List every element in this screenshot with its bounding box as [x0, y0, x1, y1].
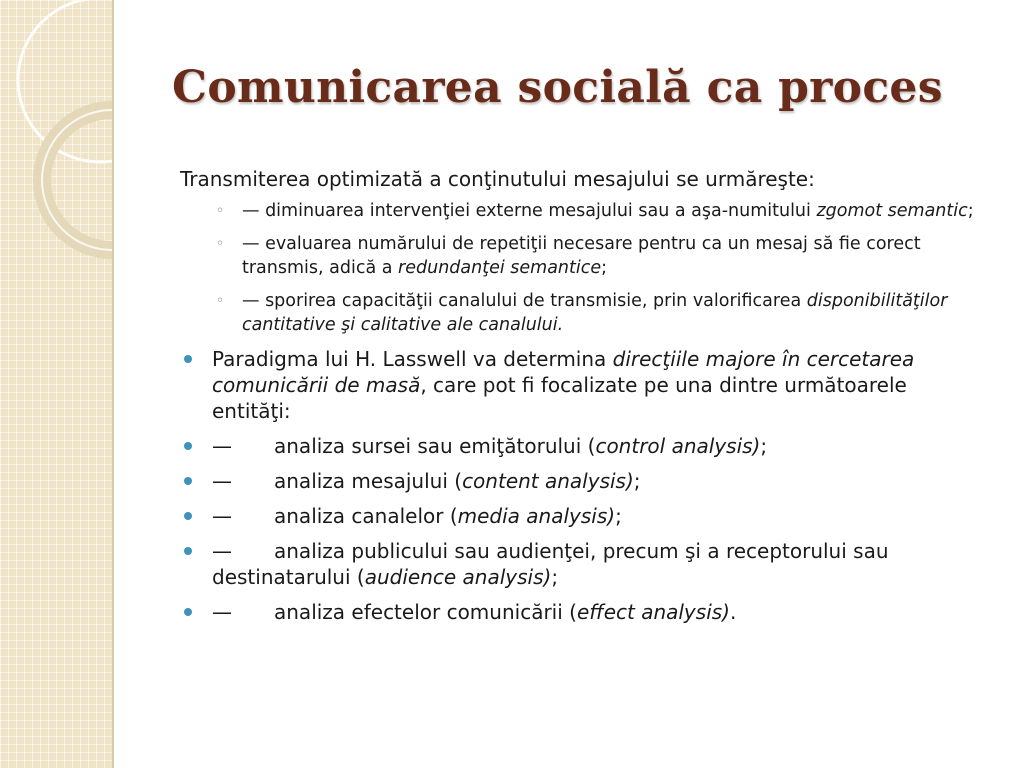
paradigm-item — [180, 346, 990, 424]
item-emphasis: disponibilităţilor cantitative şi calitative ale canalului. — [242, 291, 948, 335]
item-dash: — — [212, 504, 232, 528]
item-suffix: ; — [760, 434, 768, 458]
item-suffix: ; — [551, 565, 559, 589]
bullet-dot-icon — [184, 547, 192, 555]
main-list — [180, 346, 990, 625]
bullet-dot-icon — [184, 512, 192, 520]
analysis-item — [180, 538, 990, 590]
bullet-dot-icon — [184, 442, 192, 450]
side-band-edge — [112, 0, 114, 768]
item-emphasis: control analysis) — [595, 434, 761, 458]
decorative-side-band — [0, 0, 112, 768]
deco-ring-thick — [42, 110, 112, 250]
item-emphasis: redundanţei semantice — [398, 258, 602, 278]
item-text: — evaluarea numărului de repetiţii necesare pentru ca un mesaj să fie corect transmis, adică a — [242, 234, 921, 278]
circle-bullet-icon: ◦ — [216, 203, 225, 219]
item-text: — diminuarea intervenţiei externe mesajului sau a aşa-numitului — [242, 201, 817, 221]
item-text: analiza mesajului ( — [274, 469, 463, 493]
sub-list — [180, 199, 990, 337]
item-emphasis: effect analysis) — [576, 600, 730, 624]
analysis-item — [180, 468, 990, 494]
item-suffix: . — [729, 600, 737, 624]
item-emphasis: zgomot semantic — [816, 201, 968, 221]
item-dash: — — [212, 469, 232, 493]
item-text: analiza canalelor ( — [274, 504, 458, 528]
item-emphasis: content analysis) — [462, 469, 634, 493]
bullet-dot-icon — [184, 355, 192, 363]
item-suffix: ; — [615, 504, 622, 528]
item-suffix: , care pot fi focalizate pe una dintre următoarele entităţi: — [212, 373, 907, 423]
item-text: analiza publicului sau audienţei, precum şi a receptorului sau destinatarului ( — [212, 539, 889, 589]
item-dash: — — [212, 539, 232, 563]
circle-bullet-icon: ◦ — [216, 293, 225, 309]
sub-list-item — [180, 289, 990, 337]
item-dash: — — [212, 434, 232, 458]
analysis-item — [180, 433, 990, 459]
item-emphasis: audience analysis) — [364, 565, 552, 589]
item-dash: — — [212, 600, 232, 624]
intro-text: Transmiterea optimizată a conţinutului mesajului se urmăreşte: — [180, 167, 815, 191]
circle-bullet-icon: ◦ — [216, 236, 225, 252]
item-suffix: ; — [633, 469, 641, 493]
slide-content — [180, 166, 990, 634]
item-suffix: ; — [601, 258, 608, 278]
decorative-rings — [0, 0, 112, 768]
item-emphasis: direcţiile majore în cercetarea comunicării de masă — [212, 347, 915, 397]
item-text: analiza efectelor comunicării ( — [274, 600, 577, 624]
item-text: analiza sursei sau emiţătorului ( — [274, 434, 596, 458]
item-text: — sporirea capacităţii canalului de transmisie, prin valorificarea — [242, 291, 807, 311]
analysis-item — [180, 503, 990, 529]
sub-list-item — [180, 199, 990, 223]
item-emphasis: media analysis) — [457, 504, 616, 528]
slide-title: Comunicarea socială ca proces — [172, 62, 943, 113]
bullet-dot-icon — [184, 477, 192, 485]
bullet-dot-icon — [184, 608, 192, 616]
analysis-item — [180, 599, 990, 625]
sub-list-item — [180, 232, 990, 280]
item-suffix: ; — [967, 201, 974, 221]
item-text: Paradigma lui H. Lasswell va determina — [212, 347, 613, 371]
